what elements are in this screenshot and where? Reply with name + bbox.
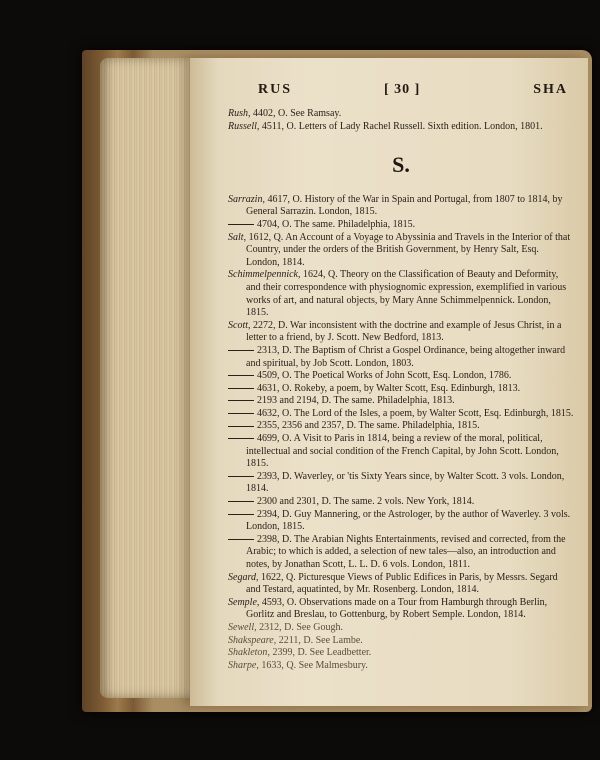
entry-text: , 2312, D. See Gough. — [254, 621, 343, 633]
bibliography-entry — [228, 320, 574, 345]
entry-text: , 1622, Q. Picturesque Views of Public Edifices in Paris, by Messrs. Segard and Testard, aquatinted, by Mr. Rosenberg. London, 1814. — [246, 571, 558, 596]
bibliography-entry — [228, 572, 574, 597]
entry-text: , 2272, D. War inconsistent with the doctrine and example of Jesus Christ, in a letter to a friend, by J. Scott. New Bedford, 1813. — [246, 319, 562, 344]
ditto-dash — [228, 426, 254, 427]
bibliography-entry — [228, 660, 574, 673]
bibliography-entry — [228, 647, 574, 660]
bibliography-entry — [228, 383, 574, 396]
entry-text: 2393, D. Waverley, or 'tis Sixty Years since, by Walter Scott. 3 vols. London, 1814. — [246, 470, 565, 495]
page-text — [228, 108, 574, 672]
entry-list — [228, 194, 574, 673]
bibliography-entry — [228, 622, 574, 635]
entry-text: 2193 and 2194, D. The same. Philadelphia, 1813. — [257, 395, 455, 407]
bibliography-entry — [228, 194, 574, 219]
entry-text: , 4617, O. History of the War in Spain and Portugal, from 1807 to 1814, by General Sarrazin. London, 1815. — [246, 193, 563, 218]
section-letter: S. — [392, 152, 410, 178]
entry-name: Shakleton — [228, 647, 268, 659]
entry-name: Salt — [228, 231, 244, 243]
entry-name: Sewell — [228, 621, 255, 633]
entry-text: 4699, O. A Visit to Paris in 1814, being a review of the moral, political, intellectual and social condition of the French Capital, by John Scott. London, 1815. — [246, 433, 559, 470]
bibliography-entry — [228, 408, 574, 421]
entry-text: 4632, O. The Lord of the Isles, a poem, by Walter Scott, Esq. Edinburgh, 1815. — [257, 407, 574, 419]
entry-text: , 1633, Q. See Malmesbury. — [256, 659, 368, 671]
entry-name: Russell — [228, 120, 257, 132]
ditto-dash — [228, 388, 254, 389]
entry-name: Sarrazin — [228, 193, 263, 205]
ditto-dash — [228, 514, 254, 515]
entry-text: , 4593, O. Observations made on a Tour from Hamburgh through Berlin, Gorlitz and Breslau, to Gottenburg, by Robert Semple. London, 1814. — [246, 596, 548, 621]
bibliography-entry — [228, 496, 574, 509]
ditto-dash — [228, 539, 254, 540]
ditto-dash — [228, 476, 254, 477]
entry-text: , 2211, D. See Lambe. — [273, 634, 363, 646]
entry-name: Sharpe — [228, 659, 257, 671]
ditto-dash — [228, 438, 254, 439]
entry-text: 4509, O. The Poetical Works of John Scott, Esq. London, 1786. — [257, 370, 512, 382]
bibliography-entry — [228, 420, 574, 433]
entry-rush — [228, 108, 574, 121]
bibliography-entry — [228, 509, 574, 534]
entry-text: 2300 and 2301, D. The same. 2 vols. New York, 1814. — [257, 496, 475, 508]
ditto-dash — [228, 375, 254, 376]
entry-text: 2355, 2356 and 2357, D. The same. Philadelphia, 1815. — [257, 420, 480, 432]
entry-text: , 4511, O. Letters of Lady Rachel Russell. Sixth edition. London, 1801. — [256, 120, 543, 132]
bibliography-entry — [228, 370, 574, 383]
entry-text: 2313, D. The Baptism of Christ a Gospel Ordinance, being altogether inward and spiritual, by Job Scott. London, 1803. — [246, 344, 566, 369]
entry-text: , 1624, Q. Theory on the Classification of Beauty and Deformity, and their correspondence with physiognomic expression, exemplified in various works of art, and natural objects, by Mary Anne Schimmelpennick. London, 1815. — [246, 269, 567, 319]
entry-name: Scott — [228, 319, 248, 331]
entry-name: Semple — [228, 596, 257, 608]
entry-text: 4704, O. The same. Philadelphia, 1815. — [257, 218, 416, 230]
header-left: RUS — [258, 82, 293, 97]
book-page — [190, 58, 588, 706]
entry-text: 4631, O. Rokeby, a poem, by Walter Scott, Esq. Edinburgh, 1813. — [257, 382, 521, 394]
entry-name: Shakspeare — [228, 634, 274, 646]
entry-name: Segard — [228, 571, 256, 583]
entry-text: , 4402, O. See Ramsay. — [248, 108, 342, 119]
bibliography-entry — [228, 635, 574, 648]
bibliography-entry — [228, 471, 574, 496]
bibliography-entry — [228, 232, 574, 270]
ditto-dash — [228, 350, 254, 351]
entry-russell — [228, 121, 574, 134]
ditto-dash — [228, 413, 254, 414]
header-right: SHA — [533, 82, 568, 97]
ditto-dash — [228, 400, 254, 401]
entry-text: 2398, D. The Arabian Nights Entertainments, revised and corrected, from the Arabic; to which is added, a selection of new tales—also, an introduction and notes, by Jonathan Scott, L. L. D. 6 vols. London, 1811. — [246, 533, 566, 570]
bibliography-entry — [228, 269, 574, 319]
bibliography-entry — [228, 597, 574, 622]
entry-text: 2394, D. Guy Mannering, or the Astrologer, by the author of Waverley. 3 vols. London, 1815. — [246, 508, 571, 533]
bibliography-entry — [228, 534, 574, 572]
entry-name: Schimmelpennick — [228, 269, 298, 281]
entry-text: , 2399, D. See Leadbetter. — [267, 647, 372, 659]
ditto-dash — [228, 501, 254, 502]
bibliography-entry — [228, 345, 574, 370]
bibliography-entry — [228, 219, 574, 232]
bibliography-entry — [228, 395, 574, 408]
entry-name: Rush — [228, 108, 248, 119]
ditto-dash — [228, 224, 254, 225]
entry-text: , 1612, Q. An Account of a Voyage to Abyssinia and Travels in the Interior of that Country, under the orders of the British Government, by Henry Salt, Esq. London, 1814. — [243, 231, 571, 268]
running-header — [258, 82, 568, 104]
bibliography-entry — [228, 433, 574, 471]
page-number: [ 30 ] — [384, 82, 421, 97]
